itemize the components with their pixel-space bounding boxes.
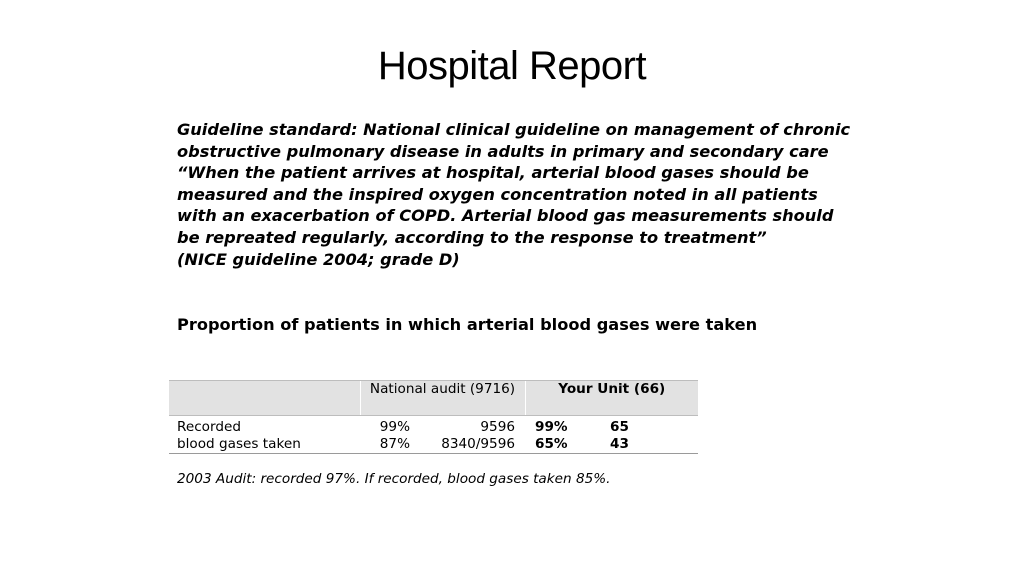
header-national-audit: National audit (9716) xyxy=(360,381,525,416)
national-count: 9596 xyxy=(480,419,515,435)
guideline-block xyxy=(177,119,857,335)
national-percent: 99% xyxy=(379,419,410,435)
header-blank xyxy=(169,381,360,416)
national-count: 8340/9596 xyxy=(410,436,525,454)
table-row xyxy=(169,416,698,437)
table-caption: Proportion of patients in which arterial blood gases were taken xyxy=(177,315,758,335)
table-row xyxy=(169,436,698,454)
guideline-citation: (NICE guideline 2004; grade D) xyxy=(177,249,460,269)
national-percent: 87% xyxy=(360,436,410,454)
unit-count: 43 xyxy=(610,436,698,454)
footnote: 2003 Audit: recorded 97%. If recorded, blood gases taken 85%. xyxy=(177,471,611,487)
unit-percent: 99% xyxy=(535,419,568,435)
header-your-unit: Your Unit (66) xyxy=(525,381,698,416)
slide-title: Hospital Report xyxy=(377,44,647,88)
audit-table xyxy=(169,380,698,454)
unit-count: 65 xyxy=(610,419,629,435)
guideline-quote: “When the patient arrives at hospital, arterial blood gases should be measured and the inspired oxygen concentration noted in all patients with an exacerbation of COPD. Arterial blood gas measurements should be repreated regularly, according to the response to treatment” xyxy=(177,163,834,247)
table-header-row xyxy=(169,381,698,416)
unit-percent: 65% xyxy=(525,436,610,454)
guideline-standard: Guideline standard: National clinical guideline on management of chronic obstructive pulmonary disease in adults in primary and secondary care xyxy=(177,120,851,161)
guideline-text xyxy=(177,119,857,270)
row-label: Recorded xyxy=(177,419,241,435)
row-label: blood gases taken xyxy=(169,436,360,454)
